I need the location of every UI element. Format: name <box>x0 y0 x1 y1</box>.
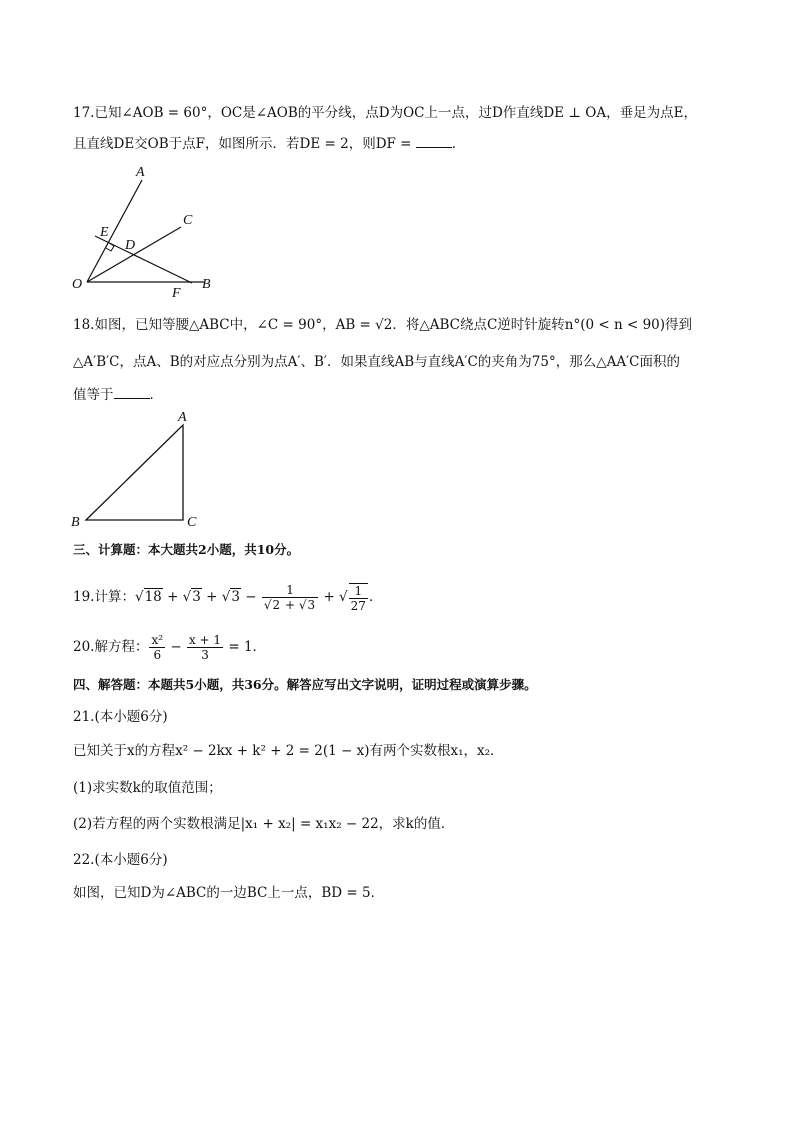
q22-body: 如图，已知D为∠ABC的一边BC上一点，BD = 5． <box>73 885 385 901</box>
triangle-ABC <box>86 425 183 520</box>
q21-heading: 21.(本小题6分) <box>73 709 168 725</box>
label-B: B <box>202 277 211 292</box>
q20-text: 20.解方程： $\frac{\text{x²}}{6}$ − $\frac{x + 1}{3}$ = 1． <box>73 633 267 662</box>
ray-OA <box>87 180 142 282</box>
q19-fraction-1-numerator: 1 <box>262 583 318 598</box>
q19-radicand-2: 3 <box>192 589 201 605</box>
q19-fraction-2 <box>349 583 368 613</box>
q17-answer-blank <box>416 135 452 148</box>
q17-text-line1: 17.已知∠AOB = 60°，OC是∠AOB的平分线，点D为OC上一点，过D作直线DE ⊥ OA，垂足为点E， <box>73 105 697 121</box>
section-3-heading: 三、计算题：本大题共2小题，共10分。 <box>73 542 300 557</box>
q20-fraction-1-numerator: x² <box>151 633 164 647</box>
q18-text-line1: 18.如图，已知等腰△ABC中，∠C = 90°，AB = √2．将△ABC绕点C逆时针旋转n°(0 < n < 90)得到 <box>73 317 693 333</box>
q18-text-line3-lead: 值等于 <box>73 387 114 403</box>
q21-subquestion-1: (1)求实数k的取值范围； <box>73 780 222 796</box>
label-E: E <box>100 225 109 240</box>
q21-body: 已知关于x的方程x² − 2kx + k² + 2 = 2(1 − x)有两个实数根x₁，x₂． <box>73 743 504 759</box>
q18-figure <box>60 405 220 535</box>
q18-text-line3 <box>73 385 163 405</box>
label-O: O <box>72 277 83 292</box>
label-A: A <box>178 410 187 425</box>
label-F: F <box>172 286 181 300</box>
q20-fraction-2-denominator: 3 <box>201 648 209 662</box>
label-C: C <box>187 515 197 530</box>
q18-end: ． <box>149 387 163 403</box>
q19-fraction-1-denominator: √2 + √3 <box>263 598 316 612</box>
q20-fraction-1-denominator: 6 <box>153 648 162 662</box>
q19-den-rad-b: 3 <box>307 598 316 612</box>
q19-fraction-2-numerator: 1 <box>349 584 368 599</box>
q19-text: 19.计算：√18 + √3 + √3 − $\frac{1}{√2 + √3}$ + √ $\frac{1}{27}$ ． <box>73 583 383 613</box>
label-C: C <box>183 213 193 228</box>
q20-rhs: = 1． <box>228 639 267 655</box>
q21-subquestion-2: (2)若方程的两个实数根满足|x₁ + x₂| = x₁x₂ − 22，求k的值． <box>73 816 455 832</box>
q20-fraction-2-numerator: x + 1 <box>188 633 222 647</box>
q20-fraction-1 <box>149 633 165 662</box>
q17-text-line2 <box>73 134 465 154</box>
q17-text-line2-lead: 且直线DE交OB于点F，如图所示．若DE = 2，则DF = <box>73 136 416 152</box>
label-D: D <box>125 238 136 253</box>
q20-fraction-2 <box>187 633 223 662</box>
label-B: B <box>71 515 80 530</box>
q17-end: ． <box>451 136 466 152</box>
q19-den-rad-a: 2 <box>272 598 281 612</box>
q18-answer-blank <box>114 386 150 399</box>
q19-lead: 19.计算： <box>73 589 135 605</box>
section-4-heading: 四、解答题：本题共5小题，共36分。解答应写出文字说明，证明过程或演算步骤。 <box>73 677 537 692</box>
q19-fraction-1 <box>262 583 318 612</box>
q19-radicand-3: 3 <box>231 589 240 605</box>
q22-heading: 22.(本小题6分) <box>73 852 168 868</box>
label-A: A <box>136 165 145 180</box>
q19-radicand-1: 18 <box>144 589 162 605</box>
q17-figure <box>60 160 240 300</box>
q18-text-line2: △A′B′C，点A、B的对应点分别为点A′、B′．如果直线AB与直线A′C的夹角为75°，那么△AA′C面积的 <box>73 354 680 370</box>
q19-fraction-2-denominator: 27 <box>350 598 366 613</box>
q20-lead: 20.解方程： <box>73 639 149 655</box>
